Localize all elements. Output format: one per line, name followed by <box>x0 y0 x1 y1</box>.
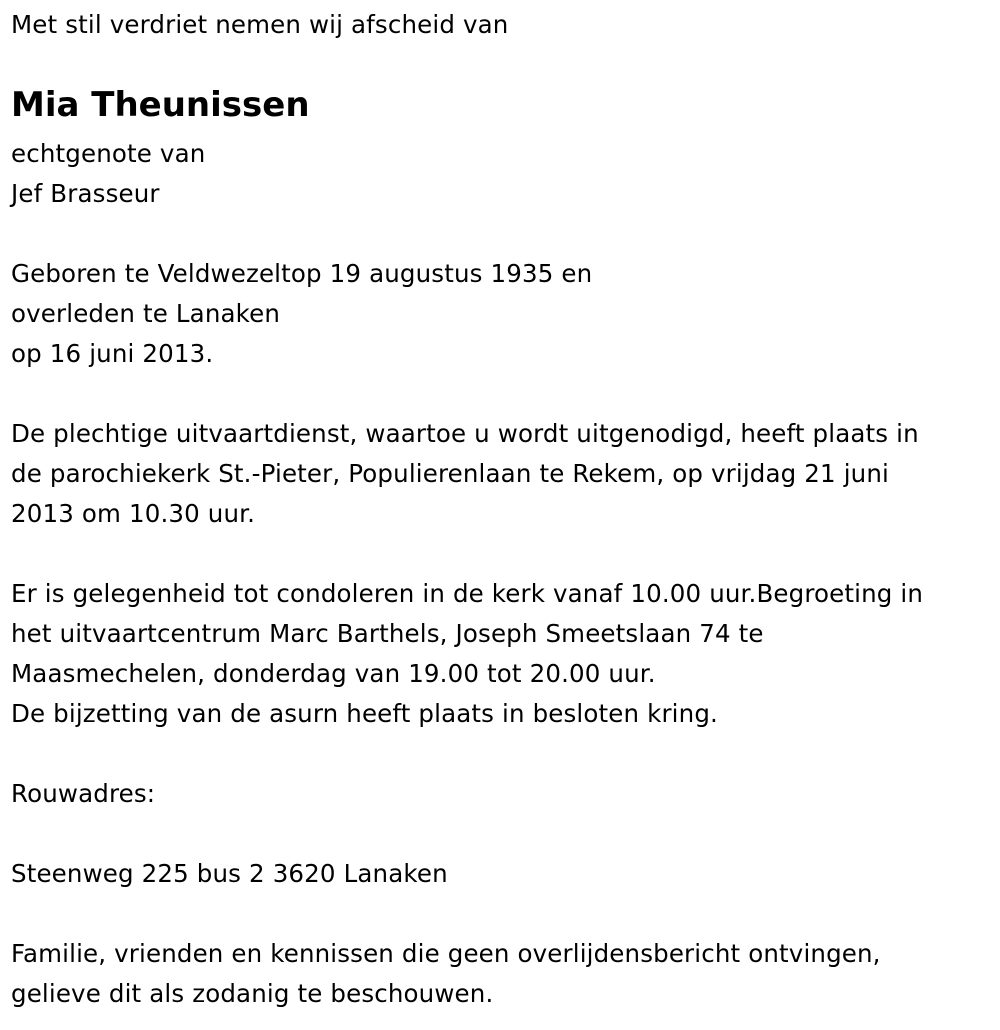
deceased-name: Mia Theunissen <box>11 85 310 125</box>
closing-text-line: gelieve dit als zodanig te beschouwen. <box>11 979 494 1008</box>
spouse-label: echtgenote van <box>11 139 206 168</box>
closing-text-line: Familie, vrienden en kennissen die geen overlijdensbericht ontvingen, <box>11 939 881 968</box>
birth-info-line: Geboren te Veldwezeltop 19 augustus 1935 en <box>11 259 593 288</box>
intro-text: Met stil verdriet nemen wij afscheid van <box>11 10 509 39</box>
mourning-address: Steenweg 225 bus 2 3620 Lanaken <box>11 859 448 888</box>
service-text-line: De plechtige uitvaartdienst, waartoe u wordt uitgenodigd, heeft plaats in <box>11 419 919 448</box>
condolence-text-line: Maasmechelen, donderdag van 19.00 tot 20.00 uur. <box>11 659 656 688</box>
service-text-line: de parochiekerk St.-Pieter, Populierenlaan te Rekem, op vrijdag 21 juni <box>11 459 889 488</box>
spouse-name: Jef Brasseur <box>11 179 160 208</box>
interment-text-line: De bijzetting van de asurn heeft plaats in besloten kring. <box>11 699 718 728</box>
condolence-text-line: Er is gelegenheid tot condoleren in de kerk vanaf 10.00 uur.Begroeting in <box>11 579 924 608</box>
service-text-line: 2013 om 10.30 uur. <box>11 499 256 528</box>
mourning-address-label: Rouwadres: <box>11 779 156 808</box>
death-place-line: overleden te Lanaken <box>11 299 281 328</box>
condolence-text-line: het uitvaartcentrum Marc Barthels, Joseph Smeetslaan 74 te <box>11 619 764 648</box>
death-date-line: op 16 juni 2013. <box>11 339 214 368</box>
